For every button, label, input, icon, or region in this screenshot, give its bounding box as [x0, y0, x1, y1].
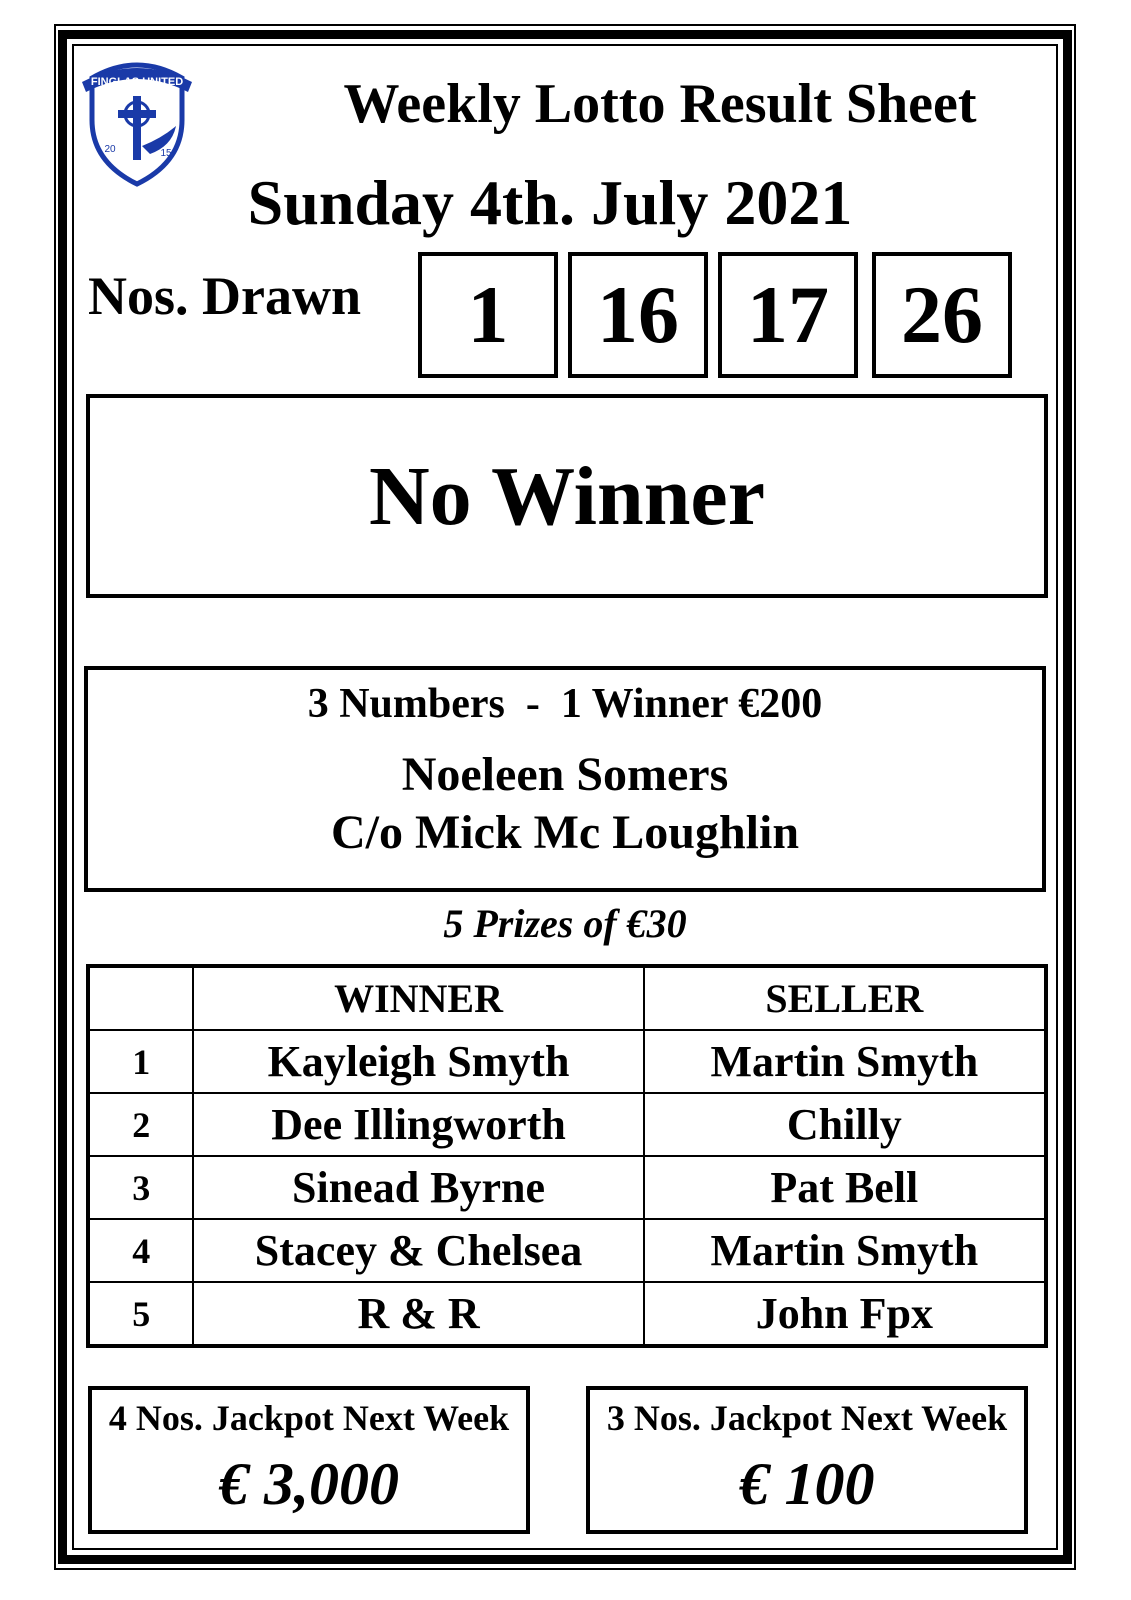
- header-winner: WINNER: [193, 966, 643, 1030]
- numbers-drawn-label: Nos. Drawn: [88, 266, 362, 326]
- drawn-number-2: 16: [568, 252, 708, 378]
- four-numbers-jackpot-amount: € 3,000: [219, 1451, 399, 1517]
- row-winner: R & R: [193, 1282, 643, 1346]
- row-winner: Stacey & Chelsea: [193, 1219, 643, 1282]
- three-numbers-heading: 3 Numbers - 1 Winner €200: [307, 681, 823, 727]
- prizes-heading: 5 Prizes of €30: [443, 901, 687, 946]
- prize-table: [86, 964, 1048, 1348]
- row-seller: John Fpx: [644, 1282, 1046, 1346]
- header-seller: SELLER: [644, 966, 1046, 1030]
- crest-year-left: 20: [104, 144, 116, 155]
- table-row: [88, 1156, 1046, 1219]
- table-row: [88, 1030, 1046, 1093]
- row-index: 2: [88, 1093, 193, 1156]
- row-winner: Kayleigh Smyth: [193, 1030, 643, 1093]
- three-numbers-seller: C/o Mick Mc Loughlin: [330, 806, 800, 859]
- table-row: [88, 1219, 1046, 1282]
- crest-year-right: 15: [160, 148, 172, 159]
- three-numbers-winner: Noeleen Somers: [401, 748, 729, 801]
- draw-date: Sunday 4th. July 2021: [247, 167, 853, 238]
- header-index: [88, 966, 193, 1030]
- table-header-row: [88, 966, 1046, 1030]
- three-numbers-jackpot-title: 3 Nos. Jackpot Next Week: [606, 1398, 1008, 1438]
- three-numbers-jackpot-box: [586, 1386, 1028, 1534]
- jackpot-result: No Winner: [86, 394, 1048, 598]
- table-row: [88, 1282, 1046, 1346]
- row-index: 1: [88, 1030, 193, 1093]
- three-numbers-box: [84, 666, 1046, 892]
- drawn-number-1: 1: [418, 252, 558, 378]
- row-seller: Martin Smyth: [644, 1030, 1046, 1093]
- drawn-number-3: 17: [718, 252, 858, 378]
- row-index: 4: [88, 1219, 193, 1282]
- crest-text: FINGLAS UNITED: [90, 76, 184, 88]
- row-winner: Sinead Byrne: [193, 1156, 643, 1219]
- row-seller: Martin Smyth: [644, 1219, 1046, 1282]
- row-seller: Pat Bell: [644, 1156, 1046, 1219]
- four-numbers-jackpot-box: [88, 1386, 530, 1534]
- row-seller: Chilly: [644, 1093, 1046, 1156]
- three-numbers-jackpot-amount: € 100: [739, 1451, 875, 1517]
- finglas-united-crest-icon: [76, 50, 198, 188]
- row-index: 3: [88, 1156, 193, 1219]
- row-index: 5: [88, 1282, 193, 1346]
- drawn-number-4: 26: [872, 252, 1012, 378]
- page-title: Weekly Lotto Result Sheet: [343, 73, 977, 135]
- four-numbers-jackpot-title: 4 Nos. Jackpot Next Week: [108, 1398, 510, 1438]
- table-row: [88, 1093, 1046, 1156]
- row-winner: Dee Illingworth: [193, 1093, 643, 1156]
